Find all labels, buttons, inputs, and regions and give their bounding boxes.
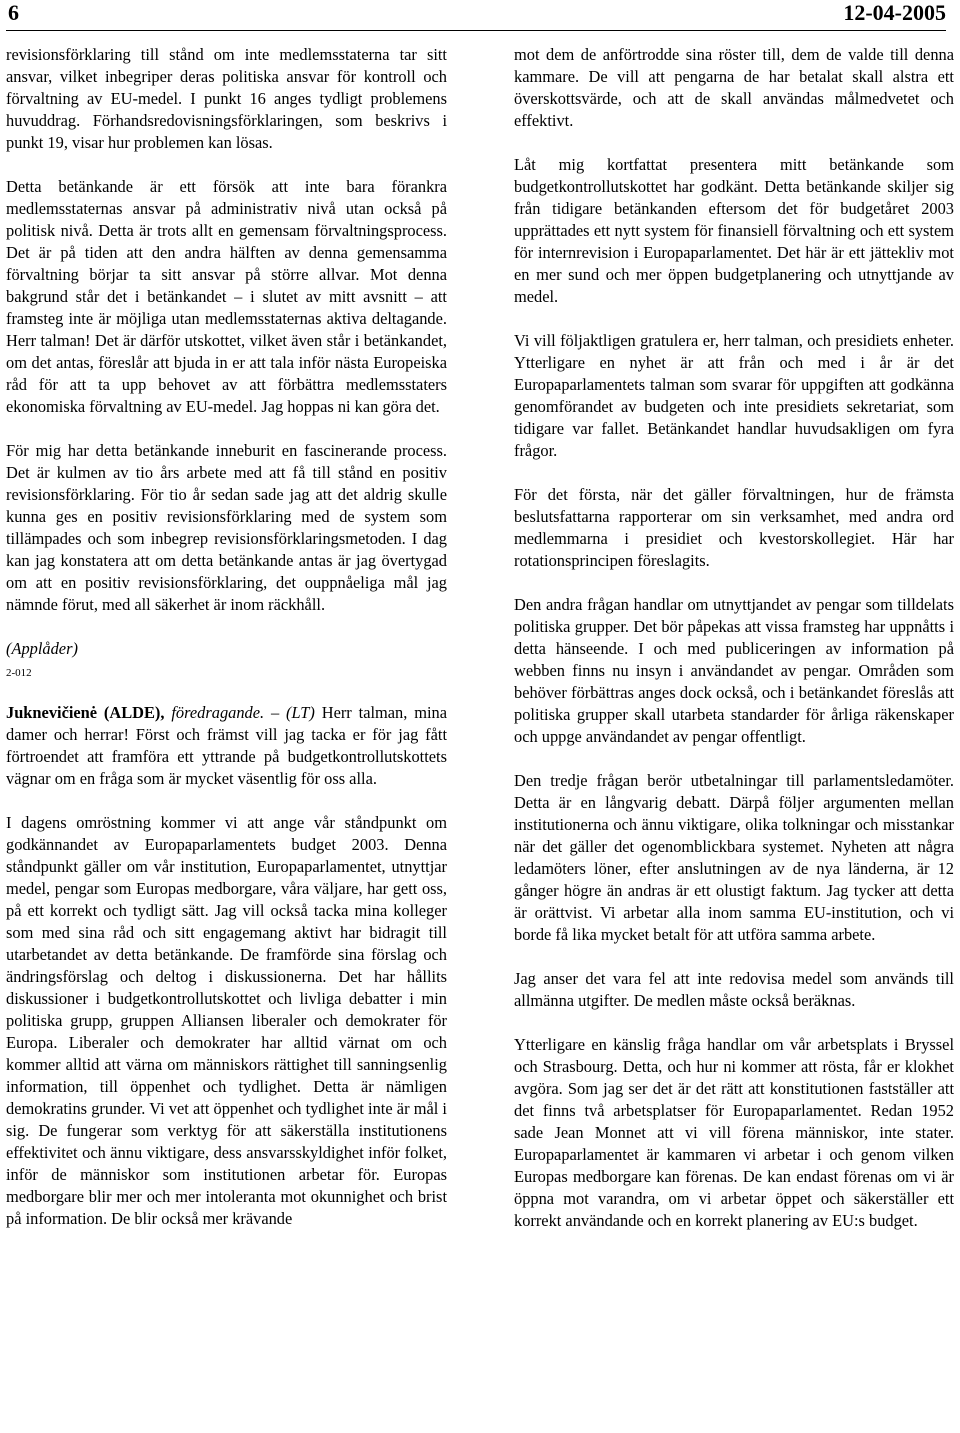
speaker-name: Juknevičienė (ALDE),	[6, 703, 165, 722]
speech-paragraph	[6, 702, 447, 790]
paragraph: Vi vill följaktligen gratulera er, herr talman, och presidiets enheter. Ytterligare en nyhet är att från och med i år är det Europaparlamentets talman som svarar för uppgiften att godkänna genomförandet av budgeten och inte presidiets sekretariat, som tidigare var fallet. Betänkandet handlar huvudsakligen om fyra frågor.	[514, 331, 954, 460]
paragraph: Den andra frågan handlar om utnyttjandet av pengar som tilldelats politiska grupper. Det bör påpekas att vissa framsteg har uppnåtts i detta hänseende. I och med publiceringen av information på webben finns nu insyn i användandet av pengar. Områden som behöver förbättras anges dock också, och i betänkandet föreslås att politiska grupper skall utarbeta standarder för årliga räkenskaper och uppge användandet av pengar offentligt.	[514, 595, 954, 746]
paragraph: Låt mig kortfattat presentera mitt betänkande som budgetkontrollutskottet har godkänt. Detta betänkande skiljer sig från tidigare betänkanden eftersom det för budgetåret 2003 upprättades ett nytt system för finansiell förvaltning och ett system för internrevision i Europaparlamentet. Det här är ett jättekliv mot en mer sund och mer öppen budgetplanering och utnyttjande av medel.	[514, 155, 954, 306]
paragraph: I dagens omröstning kommer vi att ange vår ståndpunkt om godkännandet av Europaparlamentets budget 2003. Denna ståndpunkt gäller om vår institution, Europaparlamentet, utnyttjar medel, pengar som Europas medborgare, våra väljare, har gett oss, på ett korrekt och tydligt sätt. Jag vill också tacka mina kolleger som med sina råd och sitt engagemang aktivt har bidragit till utarbetandet av detta betänkande. De framförde sina förslag och ändringsförslag och deltog i diskussionerna. Det har hållits diskussioner i budgetkontrollutskottet och livliga debatter i min politiska grupp, gruppen Alliansen liberaler och demokrater för Europa. Liberaler och demokrater har alltid värnat om och kommer alltid att värna om människors rättighet till sanningsenlig information, till öppenhet och tydlighet. Detta är nämligen demokratins grunder. Vi vet att öppenhet och tydlighet inte är mål i sig. De fungerar som verktyg för att säkerställa institutionens effektivitet och ännu viktigare, dess ansvarsskyldighet inför folket, inför de människor som institutionen arbetar för. Europas medborgare blir mer och mer intoleranta mot okunnighet och brist på information. De blir också mer krävande	[6, 813, 447, 1228]
paragraph: revisionsförklaring till stånd om inte medlemsstaterna tar sitt ansvar, vilket inbegriper deras politiska ansvar för kontroll och förvaltning av EU-medel. I punkt 16 anges tydligt problemens huvuddrag. Förhandsredovisningsförklaringen, som beskrivs i punkt 19, visar hur problemen kan lösas.	[6, 45, 447, 152]
speech-text: Herr talman, mina damer och herrar! Först och främst vill jag tacka er för jag fått förtroendet att framföra ett yttrande på budgetkontrollutskottets vägnar om en fråga som är mycket väsentlig för oss alla.	[6, 703, 447, 788]
paragraph: Den tredje frågan berör utbetalningar till parlamentsledamöter. Detta är en långvarig debatt. Därpå följer argumenten mellan institutionerna och ännu viktigare, olika tolkningar och misstankar när det gäller det ogenomblickbara systemet. Nyheten att några ledamöters löner, efter anslutningen av de nya länderna, är 12 gånger högre än andras är ett olustigt faktum. Jag tycker att detta är orättvist. Vi arbetar alla inom samma EU-institution, och vi borde få lika mycket betalt för att utföra samma arbete.	[514, 771, 954, 944]
left-column	[6, 44, 447, 1230]
paragraph: För mig har detta betänkande inneburit en fascinerande process. Det är kulmen av tio års arbete med att få till stånd en positiv revisionsförklaring. För tio år sedan sade jag att det aldrig skulle kunna ges en positiv revisionsförklaring med de system som tillämpades och som inbegrep revisionsförklaringsmetoden. I dag kan jag konstatera att om detta betänkande antas är jag övertygad om att en positiv revisionsförklaring, det ouppnåeliga mål jag nämnde förut, med all säkerhet är inom räckhåll.	[6, 441, 447, 614]
applause-note: (Applåder)	[6, 639, 78, 658]
paragraph: mot dem de anförtrodde sina röster till, dem de valde till denna kammare. De vill att pengarna de har betalat skall alstra ett överskottsvärde, och att de skall användas målmedvetet och effektivt.	[514, 45, 954, 130]
right-column	[514, 44, 954, 1232]
page-date: 12-04-2005	[843, 0, 946, 25]
paragraph: Ytterligare en känslig fråga handlar om vår arbetsplats i Bryssel och Strasbourg. Detta, och hur ni kommer att rösta, får er klokhet avgöra. Som jag ser det är det rätt att konstitutionen fastställer att det finns två arbetsplatser för Europaparlamentet. Redan 1952 sade Jean Monnet att vi vill förena människor, inte stater. Europaparlamentet är kammaren vi arbetar i och genom vilken Europas medborgare kan förenas. De kan endast förenas om vi är öppna mot varandra, om vi arbetar öppet och säkerställer ett korrekt användande och en korrekt planering av EU:s budget.	[514, 1035, 954, 1230]
paragraph: Jag anser det vara fel att inte redovisa medel som används till allmänna utgifter. De medlen måste också beräknas.	[514, 969, 954, 1010]
paragraph: Detta betänkande är ett försök att inte bara förankra medlemsstaternas ansvar på administrativ nivå utan också på politisk nivå. Detta är trots allt en gemensam förvaltningsprocess. Det är på tiden att den andra hälften av denna gemensamma förvaltning börjar ta sitt ansvar på större allvar. Mot denna bakgrund står det i betänkandet – i slutet av mitt avsnitt – att framsteg inte är möjliga utan medlemsstaternas aktiva deltagande. Herr talman! Det är därför utskottet, vilket även står i betänkandet, om det antas, föreslår att bjuda in er att tala inför nästa Europeiska råd för att ta upp behovet av att förbättra medlemsstaters ekonomiska förvaltning av EU-medel. Jag hoppas ni kan göra det.	[6, 177, 447, 416]
page-number: 6	[8, 0, 19, 25]
speaker-role: föredragande.	[164, 703, 265, 722]
page-header	[6, 0, 946, 31]
paragraph: För det första, när det gäller förvaltningen, hur de främsta beslutsfattarna rapporterar om sin verksamhet, med andra ord medlemmarna i presidiet och kvestorskollegiet. Här har rotationsprincipen föreslagits.	[514, 485, 954, 570]
speaker-language: – (LT)	[264, 703, 315, 722]
speech-reference: 2-012	[6, 667, 32, 679]
